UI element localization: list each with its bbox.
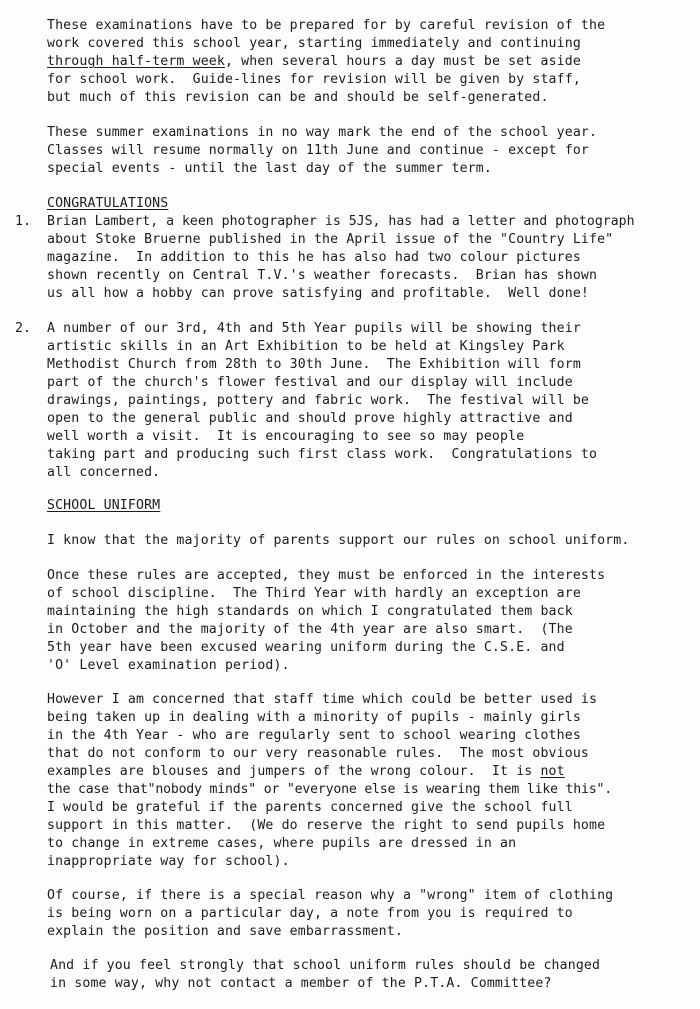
intro-p2-line: Classes will resume normally on 11th June and continue - except for: [47, 143, 589, 158]
intro-p1-line: These examinations have to be prepared for by careful revision of the: [47, 18, 606, 33]
uniform-p3-line: examples are blouses and jumpers of the wrong colour. It is not: [47, 764, 565, 779]
uniform-p3-line: I would be grateful if the parents concerned give the school full: [47, 800, 573, 815]
intro-p1-line: work covered this school year, starting immediately and continuing: [47, 36, 581, 51]
item1-line: shown recently on Central T.V.'s weather forecasts. Brian has shown: [47, 268, 598, 283]
uniform-p2-line: of school discipline. The Third Year with hardly an exception are: [47, 586, 581, 601]
intro-p1-line: through half-term week, when several hours a day must be set aside: [47, 54, 581, 69]
item2-line: open to the general public and should prove highly attractive and: [47, 411, 573, 426]
uniform-p4-line: Of course, if there is a special reason why a "wrong" item of clothing: [47, 888, 614, 903]
item2-line: well worth a visit. It is encouraging to see so may people: [47, 429, 525, 444]
item-number: 1.: [15, 214, 31, 229]
item2-line: part of the church's flower festival and our display will include: [47, 375, 573, 390]
uniform-p3-line: being taken up in dealing with a minority of pupils - mainly girls: [47, 710, 581, 725]
item2-line: drawings, paintings, pottery and fabric work. The festival will be: [47, 393, 589, 408]
uniform-p3-line: support in this matter. (We do reserve the right to send pupils home: [47, 818, 606, 833]
item2-line: Methodist Church from 28th to 30th June. The Exhibition will form: [47, 357, 581, 372]
uniform-p2-line: 5th year have been excused wearing uniform during the C.S.E. and: [47, 640, 565, 655]
uniform-p2-line: Once these rules are accepted, they must be enforced in the interests: [47, 568, 606, 583]
item2-line: taking part and producing such first class work. Congratulations to: [47, 447, 598, 462]
uniform-p3-line: to change in extreme cases, where pupils are dressed in an: [47, 836, 517, 851]
underlined-phrase: through half-term week: [47, 54, 225, 69]
uniform-p4-line: is being worn on a particular day, a note from you is required to: [47, 906, 573, 921]
underlined-word: not: [540, 764, 565, 779]
uniform-p3-line: that do not conform to our very reasonable rules. The most obvious: [47, 746, 589, 761]
uniform-p1-line: I know that the majority of parents support our rules on school uniform.: [47, 533, 630, 548]
item2-line: A number of our 3rd, 4th and 5th Year pupils will be showing their: [47, 321, 581, 336]
intro-p1-line: but much of this revision can be and should be self-generated.: [47, 90, 549, 105]
intro-p2-line: special events - until the last day of the summer term.: [47, 161, 492, 176]
intro-p2-line: These summer examinations in no way mark the end of the school year.: [47, 125, 598, 140]
uniform-p3-line: in the 4th Year - who are regularly sent to school wearing clothes: [47, 728, 581, 743]
uniform-p3-line: the case that"nobody minds" or "everyone else is wearing them like this".: [47, 782, 612, 797]
uniform-p3-line: However I am concerned that staff time which could be better used is: [47, 692, 598, 707]
item1-line: about Stoke Bruerne published in the April issue of the "Country Life": [47, 232, 614, 247]
item1-line: magazine. In addition to this he has also had two colour pictures: [47, 250, 581, 265]
uniform-p2-line: 'O' Level examination period).: [47, 658, 290, 673]
uniform-p5-line: And if you feel strongly that school uniform rules should be changed: [50, 958, 601, 973]
school-uniform-heading: SCHOOL UNIFORM: [47, 498, 161, 513]
intro-p1-line: for school work. Guide-lines for revision will be given by staff,: [47, 72, 581, 87]
uniform-p2-line: maintaining the high standards on which I congratulated them back: [47, 604, 573, 619]
congratulations-heading: CONGRATULATIONS: [47, 196, 169, 211]
item1-line: Brian Lambert, a keen photographer is 5JS, has had a letter and photograph: [47, 214, 635, 229]
item2-line: all concerned.: [47, 465, 161, 480]
item1-line: us all how a hobby can prove satisfying and profitable. Well done!: [47, 286, 589, 301]
uniform-p5-line: in some way, why not contact a member of the P.T.A. Committee?: [50, 976, 552, 991]
uniform-p2-line: in October and the majority of the 4th year are also smart. (The: [47, 622, 573, 637]
uniform-p4-line: explain the position and save embarrassment.: [47, 924, 403, 939]
item-number: 2.: [15, 321, 31, 336]
uniform-p3-line: inappropriate way for school).: [47, 854, 290, 869]
item2-line: artistic skills in an Art Exhibition to be held at Kingsley Park: [47, 339, 565, 354]
